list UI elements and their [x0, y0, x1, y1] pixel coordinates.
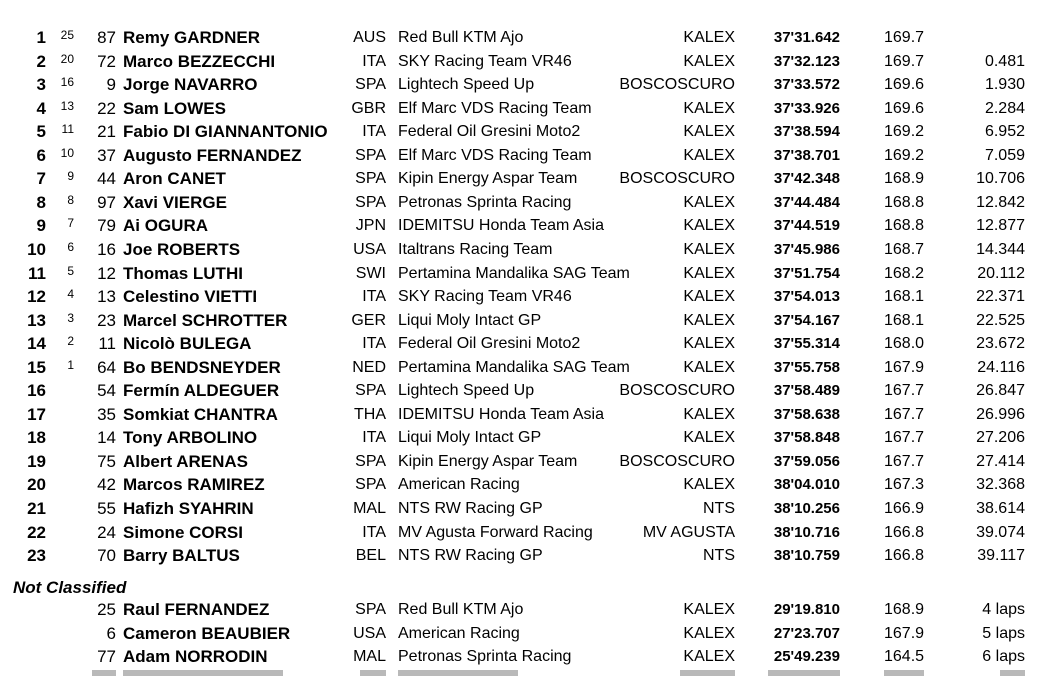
- avg-speed: 168.0: [884, 335, 925, 353]
- avg-speed: 168.2: [884, 264, 925, 282]
- gap: 12.842: [976, 193, 1025, 211]
- result-row: [0, 522, 1049, 544]
- result-row: [0, 599, 1049, 621]
- nationality: SPA: [355, 452, 386, 470]
- rider-number: 64: [97, 357, 116, 377]
- rider-name: Augusto FERNANDEZ: [123, 145, 302, 165]
- team-name: Pertamina Mandalika SAG Team: [398, 358, 630, 376]
- gap: 6 laps: [982, 648, 1025, 666]
- points: 10: [60, 145, 74, 160]
- rider-name: Joe ROBERTS: [123, 239, 241, 259]
- avg-speed: 167.7: [884, 452, 925, 470]
- result-row: [0, 74, 1049, 96]
- nationality: SPA: [355, 193, 386, 211]
- result-row: [0, 121, 1049, 143]
- gap: 14.344: [976, 240, 1025, 258]
- position: 14: [27, 334, 46, 354]
- team-name: Kipin Energy Aspar Team: [398, 170, 578, 188]
- position: 21: [27, 499, 46, 518]
- rider-name: Marcel SCHROTTER: [123, 310, 288, 330]
- avg-speed: 167.9: [884, 624, 925, 642]
- rider-number: 72: [97, 51, 116, 71]
- result-row: [0, 239, 1049, 261]
- team-name: American Racing: [398, 476, 520, 494]
- motorcycle: KALEX: [683, 240, 735, 258]
- nationality: ITA: [362, 52, 386, 70]
- rider-number: 16: [97, 239, 116, 259]
- rider-number: 25: [97, 600, 116, 619]
- gap: 23.672: [976, 335, 1025, 353]
- race-time: 37'32.123: [773, 52, 840, 70]
- position: 18: [27, 428, 46, 448]
- points: 11: [61, 122, 74, 137]
- race-time: 37'33.926: [773, 99, 840, 117]
- result-row: [0, 545, 1049, 567]
- team-name: Elf Marc VDS Racing Team: [398, 99, 592, 117]
- motorcycle: KALEX: [683, 146, 735, 164]
- rider-name: Somkiat CHANTRA: [123, 404, 278, 424]
- team-name: IDEMITSU Honda Team Asia: [398, 405, 605, 423]
- position: 3: [36, 75, 46, 95]
- motorcycle: MV AGUSTA: [642, 523, 735, 541]
- position: 8: [36, 192, 46, 212]
- position: 2: [36, 51, 46, 71]
- position: 23: [27, 546, 46, 566]
- result-row: [0, 380, 1049, 402]
- team-name: Petronas Sprinta Racing: [398, 648, 572, 666]
- race-time: 38'10.256: [773, 500, 840, 517]
- nationality: GBR: [351, 99, 386, 117]
- motorcycle: KALEX: [683, 217, 735, 235]
- rider-number: 24: [97, 522, 116, 542]
- race-time: 37'42.348: [773, 170, 840, 188]
- nationality: SPA: [355, 601, 386, 618]
- cut-off-row: [0, 670, 1049, 676]
- motorcycle: BOSCOSCURO: [619, 382, 735, 400]
- rider-name: Marcos RAMIREZ: [123, 475, 265, 495]
- rider-number: 55: [97, 499, 116, 518]
- avg-speed: 167.3: [884, 476, 925, 494]
- avg-speed: 167.7: [884, 405, 925, 423]
- result-row: [0, 333, 1049, 355]
- rider-name: Fabio DI GIANNANTONIO: [123, 122, 328, 142]
- team-name: Kipin Energy Aspar Team: [398, 452, 578, 470]
- avg-speed: 168.8: [884, 217, 925, 235]
- points: 9: [67, 169, 74, 184]
- gap: 2.284: [984, 99, 1025, 117]
- team-name: Red Bull KTM Ajo: [398, 601, 524, 618]
- rider-name: Xavi VIERGE: [123, 192, 227, 212]
- rider-number: 44: [97, 169, 116, 189]
- race-time: 29'19.810: [773, 601, 840, 618]
- race-time: 37'58.638: [773, 405, 840, 423]
- nationality: SPA: [355, 476, 386, 494]
- result-row: [0, 498, 1049, 520]
- gap: 39.074: [976, 523, 1025, 541]
- motorcycle: KALEX: [683, 288, 735, 306]
- motorcycle: KALEX: [683, 52, 735, 70]
- nationality: NED: [352, 358, 386, 376]
- avg-speed: 169.7: [884, 29, 925, 46]
- result-row: [0, 474, 1049, 496]
- gap: 38.614: [976, 500, 1025, 517]
- race-time: 38'10.716: [773, 523, 840, 541]
- rider-name: Remy GARDNER: [123, 28, 260, 47]
- race-time: 37'54.013: [773, 288, 840, 306]
- rider-name: Albert ARENAS: [123, 451, 248, 471]
- points: 3: [67, 310, 74, 325]
- points: 6: [67, 239, 74, 254]
- motorcycle: KALEX: [683, 601, 735, 618]
- race-time: 37'55.758: [773, 358, 840, 376]
- nationality: ITA: [362, 429, 386, 447]
- nationality: SPA: [355, 146, 386, 164]
- rider-number: 14: [97, 428, 116, 448]
- result-row: [0, 27, 1049, 49]
- motorcycle: KALEX: [683, 311, 735, 329]
- gap: 24.116: [977, 358, 1025, 376]
- motorcycle: NTS: [703, 500, 735, 517]
- gap: 6.952: [984, 123, 1025, 141]
- team-name: Lightech Speed Up: [398, 382, 535, 400]
- result-row: [0, 427, 1049, 449]
- rider-number: 9: [106, 75, 116, 95]
- nationality: JPN: [355, 217, 386, 235]
- team-name: American Racing: [398, 624, 520, 642]
- avg-speed: 168.9: [884, 170, 925, 188]
- motorcycle: KALEX: [683, 123, 735, 141]
- position: 11: [28, 263, 46, 283]
- team-name: Pertamina Mandalika SAG Team: [398, 264, 630, 282]
- result-row: [0, 357, 1049, 379]
- race-time: 37'38.594: [773, 123, 840, 141]
- points: 13: [60, 98, 74, 113]
- avg-speed: 167.7: [884, 429, 925, 447]
- gap: 39.117: [977, 547, 1025, 565]
- race-time: 25'49.239: [773, 648, 840, 666]
- gap: 26.996: [976, 405, 1025, 423]
- result-row: [0, 145, 1049, 167]
- team-name: IDEMITSU Honda Team Asia: [398, 217, 605, 235]
- result-row: [0, 168, 1049, 190]
- rider-name: Adam NORRODIN: [123, 647, 268, 667]
- rider-number: 35: [97, 404, 116, 424]
- race-time: 37'33.572: [773, 76, 840, 94]
- avg-speed: 169.6: [884, 76, 925, 94]
- rider-name: Simone CORSI: [123, 522, 243, 542]
- result-row: [0, 263, 1049, 285]
- gap: 1.930: [984, 76, 1025, 94]
- position: 1: [36, 28, 46, 47]
- result-row: [0, 98, 1049, 120]
- position: 13: [27, 310, 46, 330]
- nationality: USA: [353, 624, 386, 642]
- rider-number: 37: [97, 145, 116, 165]
- points: 5: [67, 263, 74, 278]
- gap: 32.368: [976, 476, 1025, 494]
- avg-speed: 168.9: [884, 601, 925, 618]
- rider-name: Cameron BEAUBIER: [123, 623, 291, 643]
- rider-name: Jorge NAVARRO: [123, 75, 258, 95]
- avg-speed: 169.2: [884, 146, 925, 164]
- rider-number: 22: [97, 98, 116, 118]
- result-row: [0, 623, 1049, 645]
- nationality: ITA: [362, 335, 386, 353]
- race-time: 37'58.489: [773, 382, 840, 400]
- position: 6: [36, 145, 46, 165]
- position: 20: [27, 475, 46, 495]
- position: 10: [27, 239, 46, 259]
- rider-number: 6: [106, 623, 116, 643]
- team-name: Liqui Moly Intact GP: [398, 311, 542, 329]
- position: 5: [36, 122, 46, 142]
- motorcycle: KALEX: [683, 624, 735, 642]
- avg-speed: 168.1: [884, 288, 925, 306]
- motorcycle: KALEX: [683, 429, 735, 447]
- avg-speed: 168.1: [884, 311, 925, 329]
- rider-number: 42: [97, 475, 116, 495]
- team-name: Elf Marc VDS Racing Team: [398, 146, 592, 164]
- motorcycle: KALEX: [683, 648, 735, 666]
- gap: 22.525: [976, 311, 1025, 329]
- motorcycle: KALEX: [683, 264, 735, 282]
- points: 16: [60, 75, 74, 90]
- motorcycle: BOSCOSCURO: [619, 170, 735, 188]
- nationality: SPA: [355, 382, 386, 400]
- race-time: 37'38.701: [773, 146, 840, 164]
- rider-name: Bo BENDSNEYDER: [123, 357, 281, 377]
- gap: 0.481: [984, 52, 1025, 70]
- team-name: NTS RW Racing GP: [398, 500, 543, 517]
- rider-number: 87: [97, 28, 116, 47]
- race-time: 38'10.759: [773, 547, 840, 565]
- rider-number: 21: [97, 122, 116, 142]
- gap: 27.206: [976, 429, 1025, 447]
- rider-number: 77: [97, 647, 116, 667]
- rider-name: Thomas LUTHI: [123, 263, 243, 283]
- avg-speed: 168.7: [884, 240, 925, 258]
- rider-name: Raul FERNANDEZ: [123, 600, 270, 619]
- nationality: ITA: [362, 523, 386, 541]
- result-row: [0, 51, 1049, 73]
- motorcycle: KALEX: [683, 476, 735, 494]
- gap: 7.059: [984, 146, 1025, 164]
- nationality: SPA: [355, 76, 386, 94]
- team-name: Petronas Sprinta Racing: [398, 193, 572, 211]
- nationality: BEL: [355, 547, 386, 565]
- race-time: 37'44.519: [773, 217, 840, 235]
- race-time: 27'23.707: [773, 624, 840, 642]
- nationality: ITA: [362, 288, 386, 306]
- result-row: [0, 310, 1049, 332]
- motorcycle: KALEX: [683, 29, 735, 46]
- rider-number: 97: [97, 192, 116, 212]
- team-name: SKY Racing Team VR46: [398, 288, 572, 306]
- rider-name: Ai OGURA: [123, 216, 208, 236]
- motorcycle: NTS: [703, 547, 735, 565]
- rider-name: Sam LOWES: [123, 98, 226, 118]
- motorcycle: KALEX: [683, 193, 735, 211]
- rider-name: Hafizh SYAHRIN: [123, 499, 254, 518]
- position: 17: [27, 404, 46, 424]
- team-name: Italtrans Racing Team: [398, 240, 553, 258]
- avg-speed: 169.7: [884, 52, 925, 70]
- rider-number: 13: [97, 287, 116, 307]
- avg-speed: 168.8: [884, 193, 925, 211]
- result-row: [0, 646, 1049, 668]
- points: 2: [67, 334, 74, 349]
- motorcycle: KALEX: [683, 358, 735, 376]
- nationality: GER: [351, 311, 386, 329]
- race-time: 37'55.314: [773, 335, 840, 353]
- nationality: MAL: [353, 648, 386, 666]
- team-name: Lightech Speed Up: [398, 76, 535, 94]
- position: 16: [27, 381, 46, 401]
- race-time: 37'54.167: [773, 311, 840, 329]
- race-time: 37'58.848: [773, 429, 840, 447]
- gap: 22.371: [976, 288, 1025, 306]
- avg-speed: 166.9: [884, 500, 925, 517]
- position: 7: [36, 169, 46, 189]
- team-name: SKY Racing Team VR46: [398, 52, 572, 70]
- rider-number: 23: [97, 310, 116, 330]
- avg-speed: 169.6: [884, 99, 925, 117]
- avg-speed: 166.8: [884, 547, 925, 565]
- rider-number: 75: [97, 451, 116, 471]
- race-time: 38'04.010: [773, 476, 840, 494]
- nationality: USA: [353, 240, 386, 258]
- position: 19: [27, 451, 46, 471]
- rider-name: Barry BALTUS: [123, 546, 240, 566]
- team-name: MV Agusta Forward Racing: [398, 523, 593, 541]
- race-time: 37'31.642: [773, 29, 840, 46]
- rider-name: Celestino VIETTI: [123, 287, 258, 307]
- not-classified-heading: Not Classified: [13, 578, 127, 597]
- points: 25: [60, 28, 74, 42]
- rider-number: 79: [97, 216, 116, 236]
- gap: 10.706: [976, 170, 1025, 188]
- rider-number: 54: [97, 381, 116, 401]
- team-name: Liqui Moly Intact GP: [398, 429, 542, 447]
- points: 20: [60, 51, 74, 66]
- race-time: 37'45.986: [773, 240, 840, 258]
- avg-speed: 169.2: [884, 123, 925, 141]
- avg-speed: 167.7: [884, 382, 925, 400]
- result-row: [0, 215, 1049, 237]
- gap: 20.112: [977, 264, 1025, 282]
- motorcycle: KALEX: [683, 405, 735, 423]
- rider-number: 70: [97, 546, 116, 566]
- race-time: 37'59.056: [773, 452, 840, 470]
- gap: 12.877: [976, 217, 1025, 235]
- nationality: ITA: [362, 123, 386, 141]
- avg-speed: 167.9: [884, 358, 925, 376]
- race-time: 37'51.754: [773, 264, 840, 282]
- team-name: Federal Oil Gresini Moto2: [398, 335, 581, 353]
- rider-name: Fermín ALDEGUER: [123, 381, 280, 401]
- result-row: [0, 192, 1049, 214]
- rider-name: Tony ARBOLINO: [123, 428, 258, 448]
- nationality: AUS: [353, 29, 386, 46]
- points: 1: [67, 357, 74, 372]
- nationality: MAL: [353, 500, 386, 517]
- position: 4: [36, 98, 46, 118]
- nationality: SPA: [355, 170, 386, 188]
- gap: 5 laps: [982, 624, 1025, 642]
- team-name: Red Bull KTM Ajo: [398, 29, 524, 46]
- motorcycle: BOSCOSCURO: [619, 76, 735, 94]
- motorcycle: KALEX: [683, 99, 735, 117]
- rider-name: Nicolò BULEGA: [123, 334, 252, 354]
- gap: 27.414: [976, 452, 1025, 470]
- rider-name: Aron CANET: [123, 169, 226, 189]
- nationality: SWI: [355, 264, 386, 282]
- position: 22: [27, 522, 46, 542]
- team-name: NTS RW Racing GP: [398, 547, 543, 565]
- team-name: Federal Oil Gresini Moto2: [398, 123, 581, 141]
- position: 15: [27, 357, 46, 377]
- rider-number: 11: [98, 334, 116, 354]
- points: 7: [67, 216, 74, 231]
- race-time: 37'44.484: [773, 193, 840, 211]
- points: 8: [67, 192, 74, 207]
- position: 12: [27, 287, 46, 307]
- gap: 4 laps: [982, 601, 1025, 618]
- avg-speed: 164.5: [884, 648, 925, 666]
- motorcycle: KALEX: [683, 335, 735, 353]
- points: 4: [67, 287, 74, 302]
- result-row: [0, 404, 1049, 426]
- avg-speed: 166.8: [884, 523, 925, 541]
- rider-name: Marco BEZZECCHI: [123, 51, 276, 71]
- result-row: [0, 286, 1049, 308]
- motorcycle: BOSCOSCURO: [619, 452, 735, 470]
- gap: 26.847: [976, 382, 1025, 400]
- nationality: THA: [354, 405, 386, 423]
- position: 9: [36, 216, 46, 236]
- result-row: [0, 451, 1049, 473]
- rider-number: 12: [97, 263, 116, 283]
